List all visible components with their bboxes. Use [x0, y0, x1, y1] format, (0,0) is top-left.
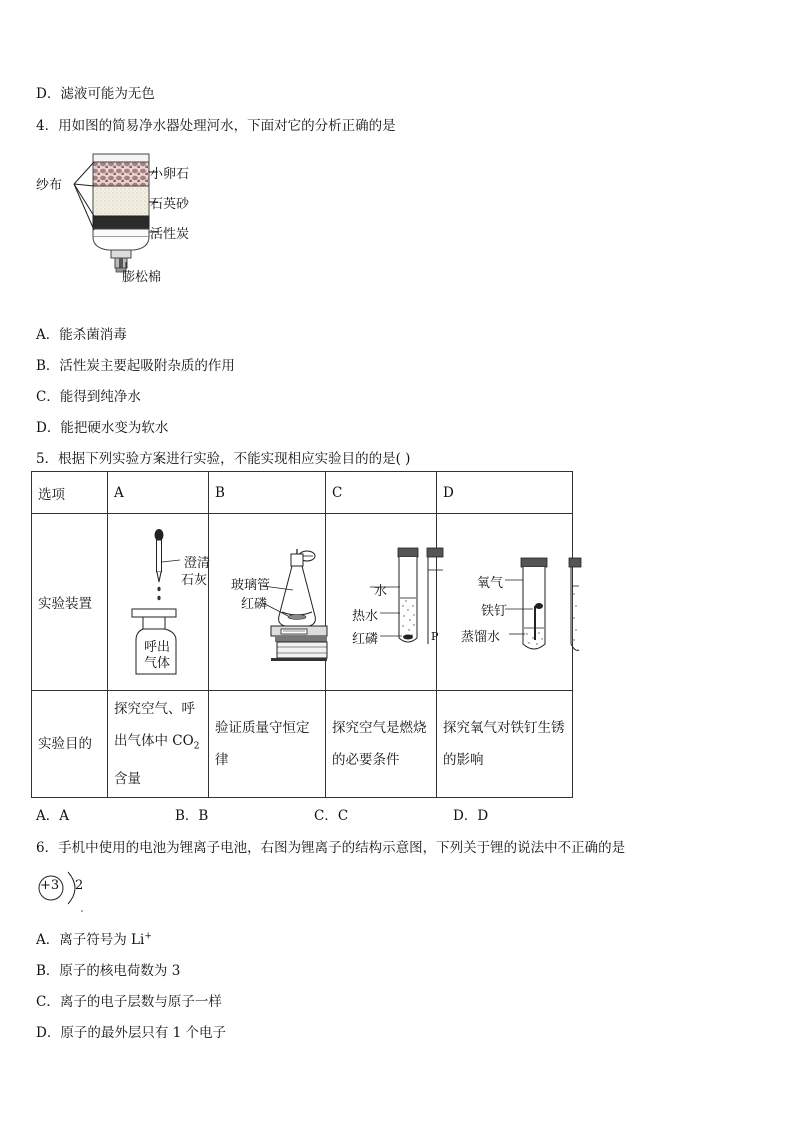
q6-option-d: D．原子的最外层只有 1 个电子: [36, 1025, 226, 1041]
label-activated-carbon: 活性炭: [150, 227, 190, 242]
q5-choice-c: C．C: [314, 808, 349, 824]
goal-a: [108, 691, 209, 798]
q6-option-c: C．离子的电子层数与原子一样: [36, 994, 222, 1010]
ion-electrons: 2: [75, 878, 84, 893]
header-a: A: [108, 472, 209, 514]
q4-option-a: A．能杀菌消毒: [36, 327, 127, 343]
q5-stem: 5．根据下列实验方案进行实验，不能实现相应实验目的的是( ): [36, 451, 411, 467]
experiment-table: [31, 471, 573, 798]
goal-a-part1: 探究空气、呼出气体中 CO: [114, 701, 195, 750]
header-b: B: [209, 472, 326, 514]
label-a-limewater-1: 澄清: [184, 556, 211, 571]
label-gauze: 纱布: [36, 178, 63, 193]
q3-option-d: D．滤液可能为无色: [36, 86, 155, 102]
label-b-tube: 玻璃管: [231, 578, 271, 593]
header-c: C: [326, 472, 437, 514]
q6-stem: 6．手机中使用的电池为锂离子电池，右图为锂离子的结构示意图，下列关于锂的说法中不正确的是: [36, 840, 626, 856]
device-c-drawing: [332, 514, 443, 690]
q4-option-b: B．活性炭主要起吸附杂质的作用: [36, 358, 235, 374]
q6-option-a: [36, 928, 152, 948]
label-c-phosphorus: 红磷: [352, 632, 379, 647]
label-c-hot-water: 热水: [352, 609, 379, 624]
goal-d: 探究氧气对铁钉生锈的影响: [437, 691, 573, 798]
q4-option-d: D．能把硬水变为软水: [36, 420, 169, 436]
label-a-bottle-1: 呼出: [144, 640, 171, 655]
goal-c: 探究空气是燃烧的必要条件: [326, 691, 437, 798]
goal-label: 实验目的: [32, 691, 108, 798]
device-b-cell: [209, 514, 326, 691]
label-pebbles: 小卵石: [150, 167, 190, 182]
table-goal-row: [32, 691, 573, 798]
q4-stem: 4．用如图的简易净水器处理河水，下面对它的分析正确的是: [36, 118, 396, 134]
device-a-cell: [108, 514, 209, 691]
device-d-cell: [437, 514, 573, 691]
q5-choice-a: A．A: [36, 808, 69, 824]
q6-option-a-text: A．离子符号为 Li: [36, 932, 145, 948]
q6-option-b: B．原子的核电荷数为 3: [36, 963, 181, 979]
goal-b: 验证质量守恒定律: [209, 691, 326, 798]
label-b-phosphorus: 红磷: [241, 597, 268, 612]
label-a-limewater-2: 石灰: [181, 573, 208, 588]
goal-a-part2: 含量: [114, 770, 141, 787]
q4-option-c: C．能得到纯净水: [36, 389, 141, 405]
water-filter-figure: [36, 140, 216, 290]
device-c-cell: [326, 514, 437, 691]
device-d-drawing: [443, 514, 579, 690]
table-device-row: [32, 514, 573, 691]
label-quartz-sand: 石英砂: [150, 197, 190, 212]
device-label: 实验装置: [32, 514, 108, 691]
q5-choice-b: B．B: [175, 808, 209, 824]
ion-nucleus: +3: [40, 878, 60, 893]
label-a-bottle-2: 气体: [144, 656, 171, 671]
label-d-oxygen: 氧气: [477, 576, 504, 591]
label-d-nail: 铁钉: [481, 604, 508, 619]
label-d-distilled: 蒸馏水: [461, 630, 501, 645]
label-cotton: 膨松棉: [122, 270, 162, 285]
device-b-drawing: [215, 514, 332, 690]
header-option: 选项: [32, 472, 108, 514]
label-c-p-mark: P: [431, 630, 439, 643]
q5-choice-d: D．D: [453, 808, 489, 824]
label-c-water: 水: [374, 584, 388, 599]
q6-option-a-superscript: +: [144, 931, 152, 942]
table-header-row: [32, 472, 573, 514]
header-d: D: [437, 472, 573, 514]
goal-a-subscript: 2: [193, 741, 200, 752]
